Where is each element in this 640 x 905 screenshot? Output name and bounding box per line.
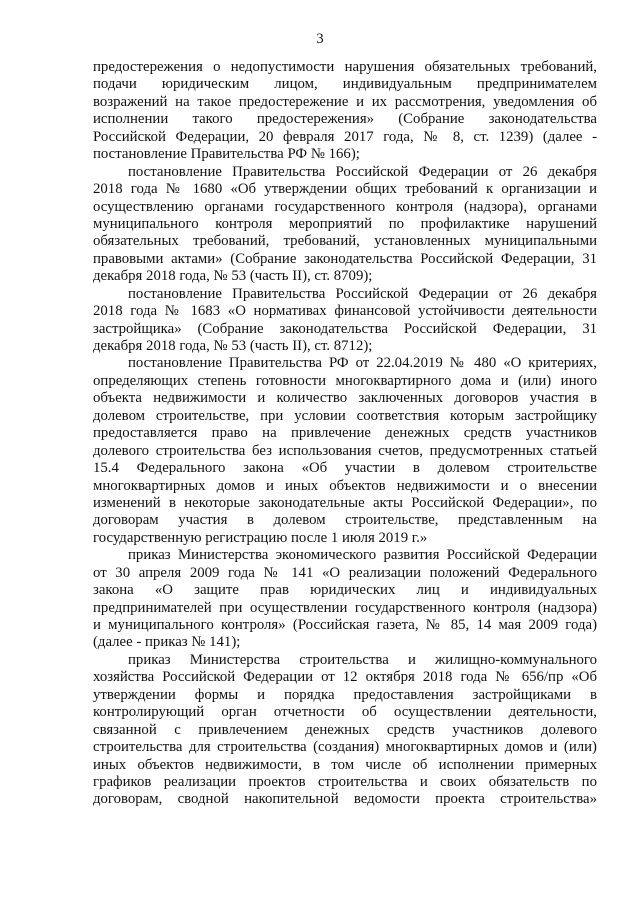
text-line: объекта недвижимости и количество заключенных договоров участия в — [93, 390, 597, 407]
text-line: контролирующий орган отчетности об осуществлении деятельности, — [93, 704, 597, 721]
text-line: утверждении формы и порядка предоставления застройщиками в — [93, 686, 597, 703]
text-line: застройщика» (Собрание законодательства Российской Федерации, 31 — [93, 320, 597, 337]
text-line: исполнении такого предостережения» (Собрание законодательства — [93, 111, 597, 128]
paragraph — [93, 355, 597, 547]
text-line: декабря 2018 года, № 53 (часть II), ст. 8712); — [93, 338, 373, 354]
text-line: правовыми актами» (Собрание законодательства Российской Федерации, 31 — [93, 250, 597, 267]
text-line: постановление Правительства Российской Федерации от 26 декабря — [128, 285, 597, 302]
text-line: предостережения о недопустимости нарушения обязательных требований, — [93, 59, 597, 75]
text-line: договорам, сводной накопительной ведомости проекта строительства» — [93, 791, 597, 808]
text-line: предоставляется право на привлечение денежных средств участников — [93, 425, 597, 442]
text-line: Российской Федерации, 20 февраля 2017 года, № 8, ст. 1239) (далее - — [93, 128, 597, 145]
page-number: 3 — [316, 31, 324, 47]
text-line: осуществлению органами государственного контроля (надзора), органами — [93, 198, 597, 215]
paragraph — [93, 59, 597, 164]
text-line: подачи юридическим лицом, индивидуальным предпринимателем — [93, 76, 597, 93]
text-line: многоквартирных домов и иных объектов недвижимости и о внесении — [93, 477, 597, 494]
paragraph — [93, 286, 597, 356]
text-line: строительства для строительства (создания) многоквартирных домов и (или) — [93, 739, 597, 756]
paragraph — [93, 164, 597, 286]
text-line: обязательных требований, требований, установленных муниципальными — [93, 233, 597, 250]
text-line: определяющих степень готовности многоквартирного дома и (или) иного — [93, 372, 597, 389]
text-line: постановление Правительства РФ № 166); — [93, 146, 360, 163]
text-line: (далее - приказ № 141); — [93, 634, 241, 651]
text-line: предпринимателей при осуществлении государственного контроля (надзора) — [93, 599, 597, 616]
text-line: изменений в некоторые законодательные акты Российской Федерации», по — [93, 494, 597, 511]
text-line: приказ Министерства строительства и жилищно-коммунального — [128, 651, 597, 668]
text-line: иных объектов недвижимости, в том числе об исполнении примерных — [93, 756, 597, 773]
paragraph — [93, 547, 597, 652]
text-line: 15.4 Федерального закона «Об участии в долевом строительстве — [93, 460, 597, 477]
text-line: графиков реализации проектов строительства и своих обязательств по — [93, 773, 597, 790]
text-line: постановление Правительства РФ от 22.04.2019 № 480 «О критериях, — [128, 355, 597, 372]
text-line: договорам участия в долевом строительстве, представленным на — [93, 512, 597, 529]
text-line: постановление Правительства Российской Федерации от 26 декабря — [128, 163, 597, 180]
document-body — [93, 59, 597, 809]
text-line: долевого строительства без использования счетов, предусмотренных статьей — [93, 442, 597, 459]
paragraph — [93, 652, 597, 809]
text-line: закона «О защите прав юридических лиц и индивидуальных — [93, 582, 597, 599]
text-line: приказ Министерства экономического развития Российской Федерации — [128, 547, 597, 564]
text-line: государственную регистрацию после 1 июля 2019 г.» — [93, 529, 428, 546]
text-line: муниципального контроля мероприятий по профилактике нарушений — [93, 215, 597, 232]
text-line: долевом строительстве, при условии соответствия которым застройщику — [93, 407, 597, 424]
text-line: декабря 2018 года, № 53 (часть II), ст. 8709); — [93, 268, 373, 285]
text-line: возражений на такое предостережение и их рассмотрения, уведомления об — [93, 93, 597, 110]
text-line: и муниципального контроля» (Российская газета, № 85, 14 мая 2009 года) — [93, 617, 597, 633]
text-line: от 30 апреля 2009 года № 141 «О реализации положений Федерального — [93, 564, 597, 581]
text-line: хозяйства Российской Федерации от 12 октября 2018 года № 656/пр «Об — [93, 669, 597, 686]
text-line: 2018 года № 1683 «О нормативах финансовой устойчивости деятельности — [93, 303, 597, 320]
text-line: связанной с привлечением денежных средств участников долевого — [93, 721, 597, 738]
text-line: 2018 года № 1680 «Об утверждении общих требований к организации и — [93, 181, 597, 198]
